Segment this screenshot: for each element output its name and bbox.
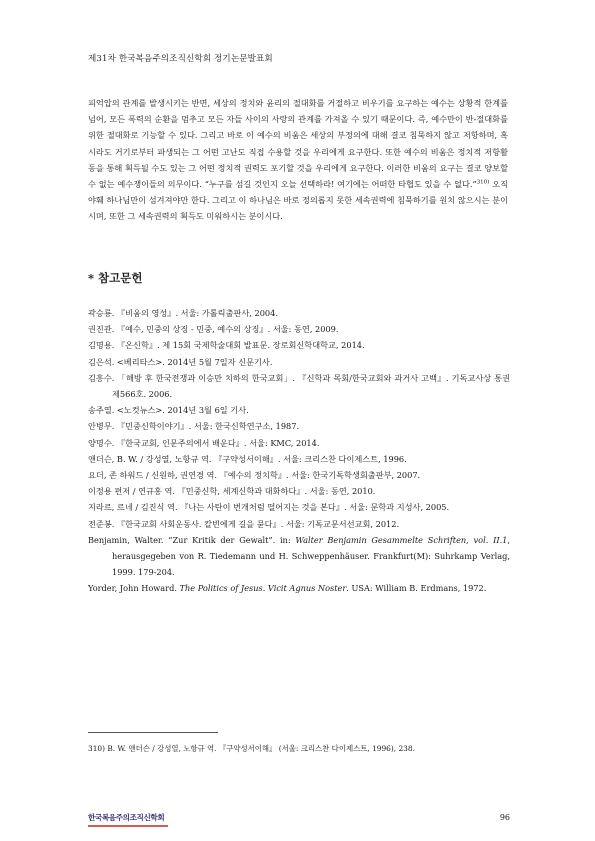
reference-italic-title: The Politics of Jesus. Vicit Agnus Noster — [179, 583, 347, 594]
reference-text: 앤더슨, B. W. / 강성열, 노항규 역. 『구약성서이해』. 서울: 크리스찬 다이제스트, 1996. — [88, 453, 407, 464]
references-heading: * 참고문헌 — [88, 271, 143, 285]
reference-text: 안병무. 『민중신학이야기』. 서울: 한국신학연구소, 1987. — [88, 421, 300, 432]
reference-text: Yorder, John Howard. — [88, 583, 180, 594]
footnote-text: 310) B. W. 앤더슨 / 강성열, 노항규 역. 『구약성서이해』 (서울: 크리스찬 다이제스트, 1996), 238. — [88, 744, 415, 753]
paragraph-text-part1: 피억압의 관계를 발생시키는 반면, 세상의 정치와 윤리의 절대화를 거절하고 비우기를 요구하는 예수는 상황적 한계를 넘어, 모든 폭력의 순환을 멈추고 모든 자들 사이의 사랑의 관계를 가져올 수 있기 때문이다. 즉, 예수만이 반-절대화를 위한 절대화로 기능할 수 있다. 그리고 바로 이 예수의 비움은 세상의 부정의에 대해 결코 침묵하지 않고 저항하며, 혹시라도 거기로부터 파생되는 그 어떤 고난도 직접 수용할 것을 우리에게 요구한다. 또한 예수의 비움은 정치적 저항활동을 통해 획득될 수도 있는 그 어떤 정치적 권력도 포기할 것을 우리에게 요구한다. 이러한 비움의 요구는 결코 양보할 수 없는 예수쟁이들의 의무이다. “누구를 섬길 것인지 오늘 선택하라! 여기에는 어떠한 타협도 있을 수 없다.” — [88, 98, 508, 190]
reference-item — [88, 451, 510, 467]
reference-item — [88, 483, 510, 499]
reference-item — [88, 321, 510, 337]
reference-text: 요더, 존 하워드 / 신원하, 권연경 역. 『예수의 정치학』. 서울: 한국기독학생회출판부, 2007. — [88, 470, 421, 481]
reference-item — [88, 370, 510, 402]
paragraph-text-part2: 오직 야훼 하나님만이 섬겨져야만 한다. 그리고 이 하나님은 바로 정의롭지 못한 세속권력에 침묵하기를 원치 않으시는 분이시며, 또한 그 세속권력의 획득도 미워하시는 분이시다. — [88, 179, 508, 222]
reference-item — [88, 305, 510, 321]
reference-item — [88, 499, 510, 515]
footnote-divider — [88, 732, 218, 733]
society-logo — [88, 812, 168, 827]
reference-italic-title: Walter Benjamin Gesammelte Schriften, vol. II.1 — [295, 534, 508, 545]
reference-item — [88, 532, 510, 581]
footnote-reference: 310) — [476, 179, 490, 186]
reference-text: Benjamin, Walter. “Zur Kritik der Gewalt”. in: — [88, 534, 296, 545]
reference-text: 이정용 편저 / 연규홍 역. 『민중신학, 세계신학과 대화하다』. 서울: 동연, 2010. — [88, 486, 376, 497]
body-paragraph — [88, 95, 508, 225]
reference-text: 송주열. <노컷뉴스>. 2014년 3월 6일 기사. — [88, 405, 249, 416]
reference-text: 지라르, 르네 / 김진식 역. 『나는 사탄이 번개처럼 떨어지는 것을 본다』. 서울: 문학과 지성사, 2005. — [88, 502, 450, 513]
reference-text: 김흥수. 「해방 후 한국전쟁과 이승만 치하의 한국교회」. 『신학과 목회/한국교회와 과거사 고백』. 기독교사상 통권 제566호. 2006. — [88, 372, 510, 400]
reference-text: 곽승룡. 『비움의 영성』. 서울: 가톨릭출판사, 2004. — [88, 308, 278, 318]
logo-text: 한국복음주의조직신학회 — [88, 813, 165, 822]
reference-text: . USA: William B. Erdmans, 1972. — [346, 583, 487, 594]
reference-item — [88, 337, 510, 353]
reference-item — [88, 418, 510, 434]
page-number: 96 — [499, 813, 510, 822]
logo-underline — [88, 825, 168, 827]
reference-item — [88, 435, 510, 451]
reference-text: 양명수. 『한국교회, 인문주의에서 배운다』. 서울: KMC, 2014. — [88, 437, 320, 448]
reference-text: 김명용. 『온신학』. 제 15회 국제학술대회 발표문. 장로회신학대학교, 2014. — [88, 340, 365, 351]
reference-text: , herausgegeben von R. Tiedemann und H. Schweppenhäuser. Frankfurt(M): Suhrkamp Verlag, 1999. 179-204. — [112, 534, 510, 578]
reference-list — [88, 305, 510, 597]
reference-item — [88, 580, 510, 596]
reference-text: 김은석. <베리타스>. 2014년 5월 7일자 신문기사. — [88, 356, 273, 367]
reference-text: 권진관. 『예수, 민중의 상징 - 민중, 예수의 상징』. 서울: 동연, 2009. — [88, 324, 339, 335]
reference-item — [88, 354, 510, 370]
reference-item — [88, 467, 510, 483]
reference-item — [88, 516, 510, 532]
reference-item — [88, 402, 510, 418]
running-header: 제31차 한국복음주의조직신학회 정기논문발표회 — [88, 54, 273, 64]
reference-text: 전준봉. 『한국교회 사회운동사. 칼빈에게 길을 묻다』. 서울: 기독교문서선교회, 2012. — [88, 518, 400, 529]
